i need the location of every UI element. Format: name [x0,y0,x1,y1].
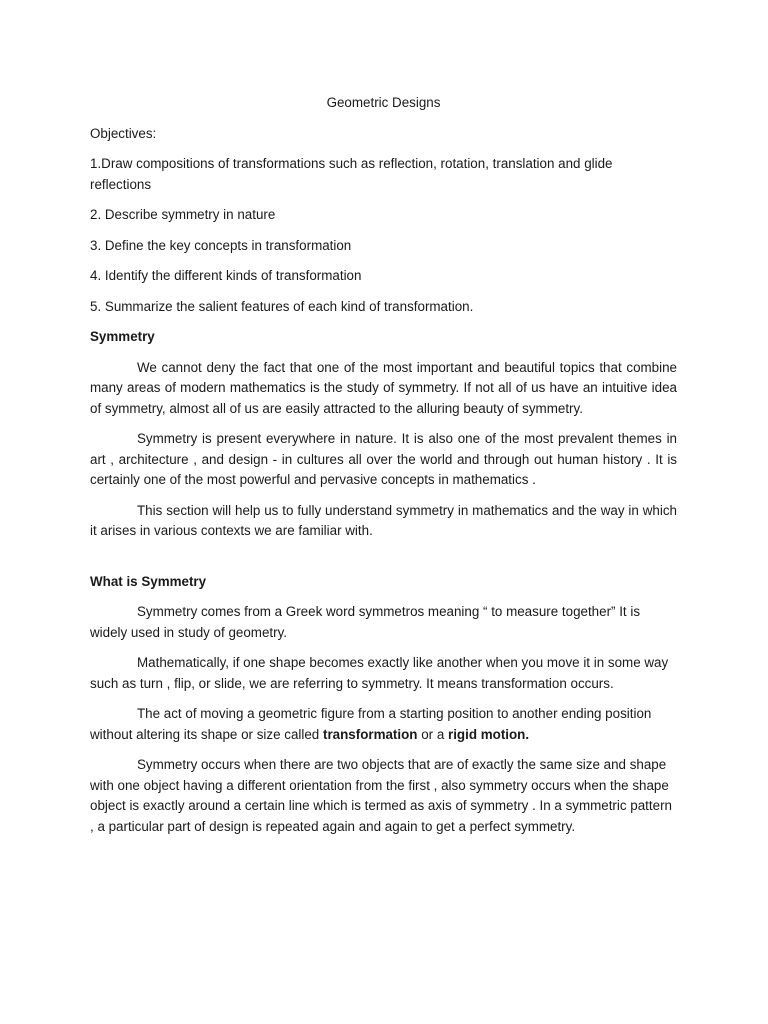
what-is-symmetry-heading: What is Symmetry [90,573,207,589]
what-is-symmetry-paragraph-4: Symmetry occurs when there are two objects that are of exactly the same size and shape with one object having a different orientation from the first , also symmetry occurs when the shape object is exactly around a certain line which is termed as axis of symmetry . In a symmetric pattern , a particular part of design is repeated again and again to get a perfect symmetry. [90,757,672,834]
rigid-motion-term: rigid motion. [448,726,530,742]
objective-item-5: 5. Summarize the salient features of each kind of transformation. [90,298,474,314]
objectives-heading: Objectives: [90,125,157,141]
transformation-term: transformation [322,726,418,742]
objective-item-1: 1.Draw compositions of transformations such as reflection, rotation, translation and glide reflections [90,156,613,192]
transformation-definition-text: The act of moving a geometric figure from a starting position to another ending position without altering its shape or size called [90,706,652,742]
symmetry-paragraph-1: We cannot deny the fact that one of the most important and beautiful topics that combine many areas of modern mathematics is the study of symmetry. If not all of us have an intuitive idea of symmetry, almost all of us are easily attracted to the alluring beauty of symmetry. [90,359,677,416]
symmetry-paragraph-3: This section will help us to fully understand symmetry in mathematics and the way in which it arises in various contexts we are familiar with. [90,502,677,538]
objective-item-4: 4. Identify the different kinds of transformation [90,268,362,283]
document-title: Geometric Designs [326,95,441,110]
what-is-symmetry-paragraph-2: Mathematically, if one shape becomes exactly like another when you move it in some way such as turn , flip, or slide, we are referring to symmetry. It means transformation occurs. [90,655,669,691]
symmetry-paragraph-2: Symmetry is present everywhere in nature. It is also one of the most prevalent themes in art , architecture , and design - in cultures all over the world and through out human history . It is certainly one of the most powerful and pervasive concepts in mathematics . [90,431,677,487]
document-body [90,93,677,847]
connector-text: or a [417,726,448,742]
what-is-symmetry-paragraph-3 [90,704,677,745]
objective-item-3: 3. Define the key concepts in transformation [90,237,352,253]
what-is-symmetry-paragraph-1: Symmetry comes from a Greek word symmetros meaning “ to measure together” It is widely used in study of geometry. [90,604,641,640]
symmetry-heading: Symmetry [90,329,155,344]
objective-item-2: 2. Describe symmetry in nature [90,207,276,222]
